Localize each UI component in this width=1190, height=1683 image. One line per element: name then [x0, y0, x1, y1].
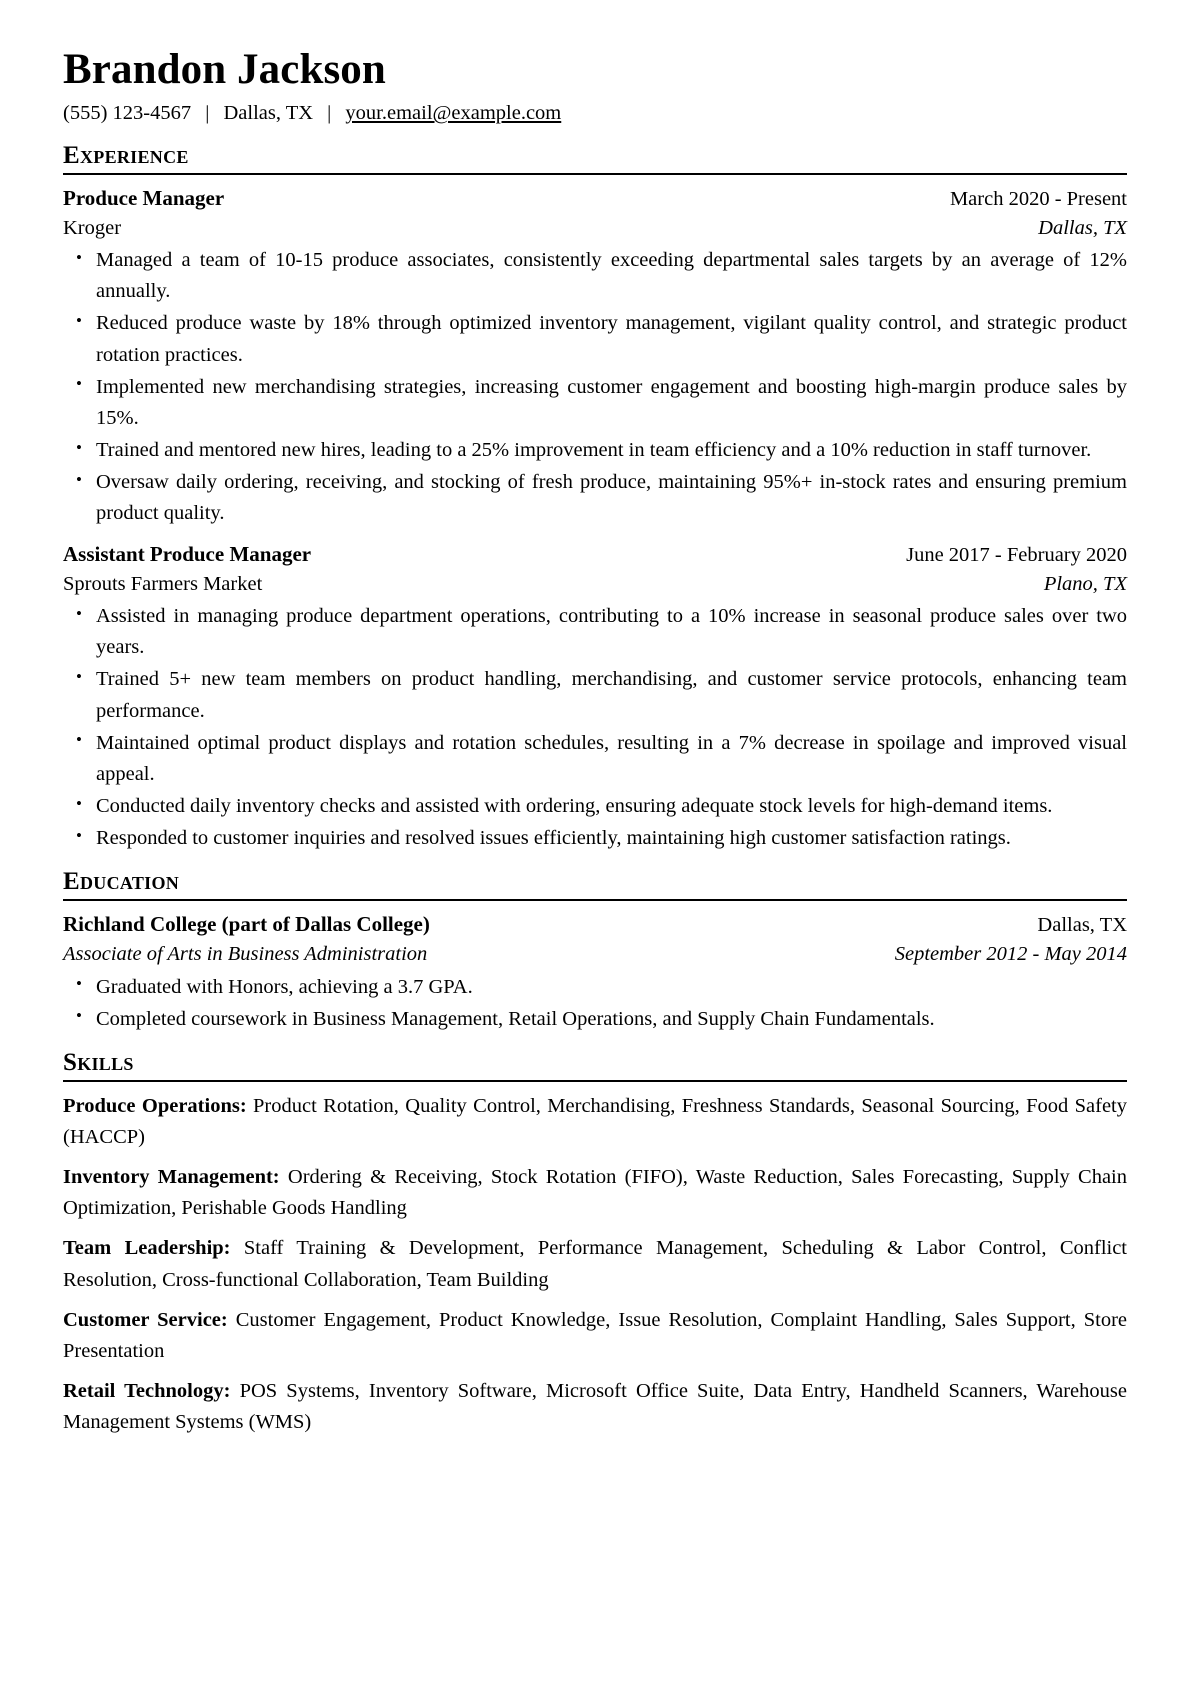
phone-number: (555) 123-4567 — [63, 102, 192, 125]
skill-items: Customer Engagement, Product Knowledge, Issue Resolution, Complaint Handling, Sales Support, Store Presentation — [63, 1308, 1128, 1362]
skill-row — [63, 1162, 1127, 1224]
contact-line — [63, 100, 1127, 128]
bullet-item: • Trained 5+ new team members on product handling, merchandising, and customer service protocols, enhancing team performance. — [63, 664, 1127, 726]
degree-name: Associate of Arts in Business Administration — [63, 943, 428, 966]
bullet-item: • Conducted daily inventory checks and assisted with ordering, ensuring adequate stock levels for high-demand items. — [63, 791, 1127, 822]
entry-degree-row — [63, 940, 1127, 968]
education-entry — [63, 910, 1127, 1035]
skill-category-label: Inventory Management: — [63, 1166, 280, 1189]
section-divider — [63, 899, 1127, 901]
company-name: Kroger — [63, 216, 122, 239]
entry-org-row — [63, 214, 1127, 242]
bullet-item: • Completed coursework in Business Management, Retail Operations, and Supply Chain Fundamentals. — [63, 1004, 1127, 1035]
job-date-range: March 2020 - Present — [949, 187, 1127, 210]
entry-org-row — [63, 570, 1127, 598]
skill-category-label: Team Leadership: — [63, 1237, 231, 1260]
section-divider — [63, 173, 1127, 175]
entry-title-row — [63, 540, 1127, 569]
experience-entry — [63, 184, 1127, 530]
skill-category-label: Retail Technology: — [63, 1379, 231, 1402]
skill-row — [63, 1233, 1127, 1295]
location-text: Dallas, TX — [223, 102, 314, 125]
candidate-name: Brandon Jackson — [63, 46, 386, 93]
skill-items: POS Systems, Inventory Software, Microsoft Office Suite, Data Entry, Handheld Scanners, Warehouse Management Systems (WMS) — [63, 1379, 1127, 1434]
section-heading-skills: Skills — [63, 1048, 134, 1076]
job-bullet-list — [63, 601, 1127, 854]
bullet-item: • Implemented new merchandising strategies, increasing customer engagement and boosting high-margin produce sales by 15%. — [63, 372, 1127, 434]
job-location: Dallas, TX — [1038, 216, 1127, 239]
section-divider — [63, 1080, 1127, 1082]
experience-entry — [63, 540, 1127, 855]
skill-row — [63, 1091, 1127, 1153]
email-link[interactable]: your.email@example.com — [345, 102, 562, 125]
skill-items: Ordering & Receiving, Stock Rotation (FIFO), Waste Reduction, Sales Forecasting, Supply Chain Optimization, Perishable Goods Handling — [63, 1166, 1128, 1220]
contact-separator: | — [205, 102, 210, 125]
job-date-range: June 2017 - February 2020 — [906, 543, 1127, 566]
bullet-item: • Graduated with Honors, achieving a 3.7 GPA. — [63, 972, 1127, 1003]
entry-title-row — [63, 184, 1127, 213]
job-bullet-list — [63, 245, 1127, 529]
entry-title-row — [63, 910, 1127, 939]
bullet-item: • Assisted in managing produce department operations, contributing to a 10% increase in seasonal produce sales over two years. — [63, 601, 1127, 663]
school-location: Dallas, TX — [1037, 914, 1127, 937]
education-date-range: September 2012 - May 2014 — [894, 943, 1127, 966]
bullet-item: • Trained and mentored new hires, leading to a 25% improvement in team efficiency and a 10% reduction in staff turnover. — [63, 435, 1127, 466]
bullet-item: • Responded to customer inquiries and resolved issues efficiently, maintaining high customer satisfaction ratings. — [63, 823, 1127, 854]
skill-row — [63, 1305, 1127, 1367]
company-name: Sprouts Farmers Market — [63, 572, 263, 595]
school-name: Richland College (part of Dallas College) — [63, 912, 430, 937]
bullet-item: • Reduced produce waste by 18% through optimized inventory management, vigilant quality control, and strategic product rotation practices. — [63, 308, 1127, 370]
job-title: Assistant Produce Manager — [63, 541, 312, 566]
section-heading-experience: Experience — [63, 141, 189, 169]
skill-category-label: Customer Service: — [63, 1308, 228, 1331]
resume-header — [63, 46, 1127, 128]
skills-section — [63, 1049, 1127, 1438]
skill-items: Staff Training & Development, Performance Management, Scheduling & Labor Control, Conflict Resolution, Cross-functional Collaboration, Team Building — [63, 1237, 1128, 1291]
contact-separator: | — [327, 102, 332, 125]
skill-items: Product Rotation, Quality Control, Merchandising, Freshness Standards, Seasonal Sourcing, Food Safety (HACCP) — [63, 1094, 1127, 1148]
education-bullet-list — [63, 972, 1127, 1035]
bullet-item: • Oversaw daily ordering, receiving, and stocking of fresh produce, maintaining 95%+ in-stock rates and ensuring premium product quality. — [63, 467, 1127, 529]
job-title: Produce Manager — [63, 185, 225, 210]
experience-section — [63, 142, 1127, 855]
section-heading-education: Education — [63, 868, 180, 896]
education-section — [63, 868, 1127, 1035]
skill-category-label: Produce Operations: — [63, 1094, 247, 1117]
bullet-item: • Maintained optimal product displays and rotation schedules, resulting in a 7% decrease in spoilage and improved visual appeal. — [63, 728, 1127, 790]
skill-row — [63, 1376, 1127, 1438]
bullet-item: • Managed a team of 10-15 produce associates, consistently exceeding departmental sales targets by an average of 12% annually. — [63, 245, 1127, 307]
job-location: Plano, TX — [1043, 572, 1127, 595]
